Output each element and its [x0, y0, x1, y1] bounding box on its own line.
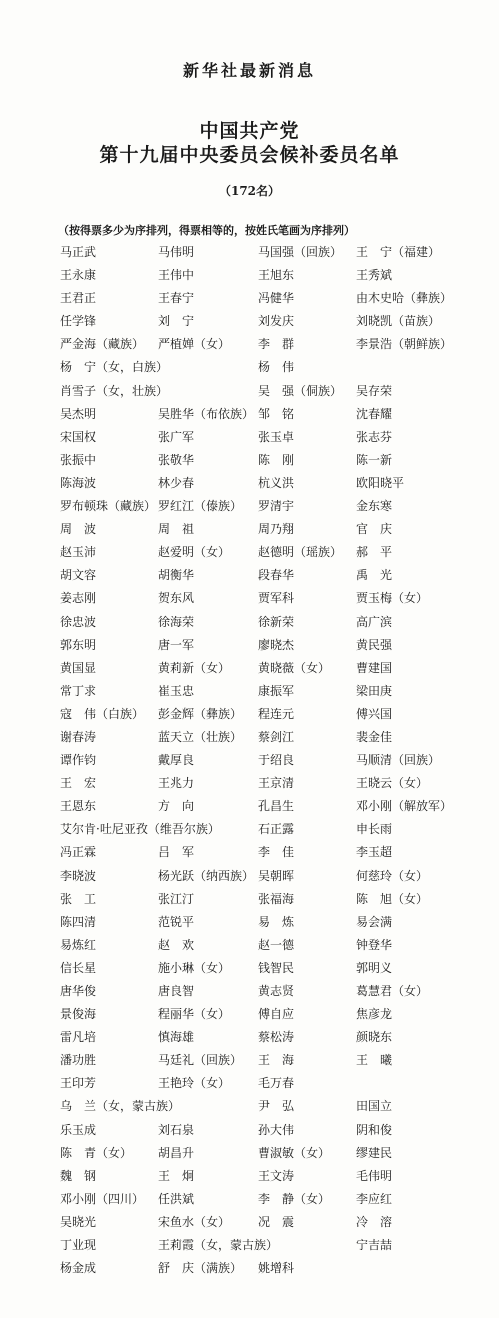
- member-name: 唐华俊: [60, 984, 97, 998]
- name-row: [0, 959, 499, 982]
- member-name: 赵 欢: [158, 937, 195, 952]
- member-name: 陈 青（女）: [60, 1145, 133, 1160]
- member-name: 严金海（藏族）: [60, 337, 145, 352]
- member-name: 曹淑敏（女）: [258, 1145, 331, 1160]
- member-name: 裴金佳: [356, 729, 393, 744]
- name-row: [0, 797, 499, 820]
- name-row: [0, 358, 499, 381]
- name-row: [0, 890, 499, 913]
- name-row: [0, 543, 499, 566]
- member-name: 曹建国: [356, 660, 393, 675]
- name-row: [0, 451, 499, 474]
- name-row: [0, 1121, 499, 1144]
- member-name: 杭义洪: [258, 475, 295, 490]
- member-name: 王印芳: [60, 1076, 97, 1091]
- name-row: [0, 936, 499, 959]
- member-name: 由木史哈（彝族）: [356, 291, 453, 306]
- member-name: 张广军: [158, 429, 195, 444]
- member-count: （172名）: [218, 184, 281, 198]
- member-name: 吴 强（侗族）: [258, 383, 343, 398]
- member-name: 刘 宁: [158, 314, 195, 329]
- member-name: 王文涛: [258, 1168, 295, 1183]
- member-name: 杨 宁（女，白族）: [60, 360, 169, 375]
- member-name: 范锐平: [158, 914, 195, 929]
- member-name: 肖雪子（女，壮族）: [60, 383, 169, 398]
- name-row: [0, 497, 499, 520]
- member-name: 陈一新: [356, 452, 393, 467]
- name-row: [0, 659, 499, 682]
- member-name: 任洪斌: [158, 1191, 195, 1206]
- member-name: 吴杰明: [60, 406, 97, 421]
- member-name: 贺东风: [158, 591, 195, 606]
- member-name: 马廷礼（回族）: [158, 1053, 243, 1068]
- member-name: 张敬华: [158, 452, 195, 467]
- member-name: 焦彦龙: [356, 1007, 393, 1022]
- member-name: 郝 平: [356, 545, 393, 560]
- member-name: 冯正霖: [60, 845, 97, 860]
- member-name: 郭东明: [60, 637, 97, 652]
- name-row: [0, 843, 499, 866]
- name-row: [0, 705, 499, 728]
- member-name: 吴存荣: [356, 383, 393, 398]
- member-name: 尹 弘: [258, 1099, 295, 1114]
- member-name: 沈春耀: [356, 406, 393, 421]
- member-name: 吴朝晖: [258, 868, 295, 883]
- member-name: 况 震: [258, 1214, 295, 1229]
- member-name: 李景浩（朝鲜族）: [356, 337, 453, 352]
- member-name: 周 祖: [158, 522, 195, 537]
- member-name: 王永康: [60, 268, 97, 283]
- member-name: 赵爱明（女）: [158, 545, 231, 560]
- member-name: 丁业现: [60, 1238, 97, 1253]
- name-row: [0, 982, 499, 1005]
- name-row: [0, 428, 499, 451]
- member-name: 宋国权: [60, 429, 97, 444]
- member-name: 易 炼: [258, 914, 295, 929]
- name-row: [0, 867, 499, 890]
- member-name: 王 曦: [356, 1053, 393, 1068]
- member-name: 刘石泉: [158, 1122, 195, 1137]
- member-name: 廖晓杰: [258, 637, 295, 652]
- member-name: 罗红江（傣族）: [158, 499, 243, 514]
- member-name: 李 佳: [258, 845, 295, 860]
- member-name: 邓小刚（解放军）: [356, 799, 453, 814]
- member-name: 罗布顿珠（藏族）: [60, 499, 157, 514]
- member-name: 王旭东: [258, 268, 295, 283]
- member-name: 陈四清: [60, 914, 97, 929]
- member-name: 张江汀: [158, 891, 195, 906]
- member-name: 王 海: [258, 1053, 295, 1068]
- member-name: 严植婵（女）: [158, 337, 231, 352]
- member-name: 于绍良: [258, 753, 295, 768]
- member-name: 艾尔肯·吐尼亚孜（维吾尔族）: [60, 822, 220, 837]
- member-name: 任学锋: [60, 314, 97, 329]
- member-name: 毛万春: [258, 1076, 295, 1091]
- member-name: 马伟明: [158, 245, 195, 259]
- member-name: 胡昌升: [158, 1145, 195, 1160]
- member-name: 贾玉梅（女）: [356, 591, 429, 606]
- member-name: 王艳玲（女）: [158, 1076, 231, 1091]
- member-name: 姜志刚: [60, 591, 97, 606]
- name-row: [0, 613, 499, 636]
- name-row: [0, 1213, 499, 1236]
- member-name: 潘功胜: [60, 1053, 97, 1068]
- name-row: [0, 266, 499, 289]
- member-name: 李 静（女）: [258, 1191, 331, 1206]
- member-name: 舒 庆（满族）: [158, 1261, 243, 1276]
- member-name: 林少春: [158, 475, 195, 490]
- member-name: 张振中: [60, 452, 97, 467]
- member-name: 王晓云（女）: [356, 776, 429, 791]
- member-name: 施小琳（女）: [158, 960, 231, 975]
- member-name: 李玉超: [356, 845, 393, 860]
- name-row: [0, 636, 499, 659]
- member-name: 缪建民: [356, 1145, 393, 1160]
- member-name: 阴和俊: [356, 1122, 393, 1137]
- name-row: [0, 1259, 499, 1282]
- member-name: 王京清: [258, 776, 295, 791]
- member-name: 黄莉新（女）: [158, 660, 231, 675]
- name-row: [0, 751, 499, 774]
- member-name: 高广滨: [356, 614, 393, 629]
- member-name: 张玉卓: [258, 429, 295, 444]
- member-name: 禹 光: [356, 568, 393, 583]
- name-row: [0, 1028, 499, 1051]
- member-name: 胡衡华: [158, 568, 195, 583]
- name-row: [0, 682, 499, 705]
- name-row: [0, 1167, 499, 1190]
- member-name: 黄民强: [356, 637, 393, 652]
- ordering-note: （按得票多少为序排列，得票相等的，按姓氏笔画为序排列）: [58, 224, 355, 237]
- member-name: 易炼红: [60, 937, 97, 952]
- member-name: 罗清宇: [258, 499, 295, 514]
- member-name: 赵玉沛: [60, 545, 97, 560]
- member-name: 傅自应: [258, 1007, 295, 1022]
- name-row: [0, 1097, 499, 1120]
- member-name: 胡文容: [60, 568, 97, 583]
- title-line-2: 第十九届中央委员会候补委员名单: [99, 144, 400, 166]
- member-name: 段春华: [258, 568, 295, 583]
- name-row: [0, 913, 499, 936]
- name-row: [0, 474, 499, 497]
- member-name: 康振军: [258, 683, 295, 698]
- member-name: 乌 兰（女，蒙古族）: [60, 1099, 181, 1114]
- member-name: 杨 伟: [258, 360, 295, 375]
- member-name: 程连元: [258, 706, 295, 721]
- name-row: [0, 589, 499, 612]
- name-row: [0, 820, 499, 843]
- member-name: 王 宁（福建）: [356, 245, 441, 259]
- member-name: 何慈玲（女）: [356, 868, 429, 883]
- member-name: 谭作钧: [60, 753, 97, 768]
- member-name: 魏 钢: [60, 1168, 97, 1183]
- member-name: 刘发庆: [258, 314, 295, 329]
- member-name: 黄晓薇（女）: [258, 660, 331, 675]
- member-name: 周乃翔: [258, 522, 295, 537]
- member-name: 王莉霞（女，蒙古族）: [158, 1238, 279, 1253]
- member-name: 徐海荣: [158, 614, 195, 629]
- name-row: [0, 1005, 499, 1028]
- member-name: 宋鱼水（女）: [158, 1214, 231, 1229]
- name-row: [0, 382, 499, 405]
- member-name: 郭明义: [356, 960, 393, 975]
- member-name: 钟登华: [356, 937, 393, 952]
- name-row: [0, 1144, 499, 1167]
- name-list: [0, 243, 499, 1282]
- member-name: 刘晓凯（苗族）: [356, 314, 441, 329]
- name-row: [0, 566, 499, 589]
- member-name: 李晓波: [60, 868, 97, 883]
- member-name: 田国立: [356, 1099, 393, 1114]
- member-name: 常丁求: [60, 683, 97, 698]
- member-name: 赵德明（瑶族）: [258, 545, 343, 560]
- name-row: [0, 1236, 499, 1259]
- member-name: 唐一军: [158, 637, 195, 652]
- member-name: 王伟中: [158, 268, 195, 283]
- member-name: 冷 溶: [356, 1214, 393, 1229]
- member-name: 宁吉喆: [356, 1238, 393, 1253]
- member-name: 慎海雄: [158, 1030, 195, 1045]
- member-name: 王 宏: [60, 776, 97, 791]
- member-name: 王秀斌: [356, 268, 393, 283]
- member-name: 徐新荣: [258, 614, 295, 629]
- member-name: 王 炯: [158, 1168, 195, 1183]
- member-name: 杨金成: [60, 1261, 97, 1276]
- member-name: 徐忠波: [60, 614, 97, 629]
- name-row: [0, 289, 499, 312]
- member-name: 李应红: [356, 1191, 393, 1206]
- name-row: [0, 243, 499, 266]
- member-name: 钱智民: [258, 960, 295, 975]
- name-row: [0, 1074, 499, 1097]
- member-name: 邹 铭: [258, 406, 295, 421]
- member-name: 陈海波: [60, 475, 97, 490]
- member-name: 金东寒: [356, 499, 393, 514]
- member-name: 唐良智: [158, 984, 195, 998]
- member-name: 崔玉忠: [158, 683, 195, 698]
- member-name: 谢春涛: [60, 729, 97, 744]
- member-name: 傅兴国: [356, 706, 393, 721]
- member-name: 周 波: [60, 522, 97, 537]
- member-name: 吴胜华（布依族）: [158, 406, 255, 421]
- member-name: 马正武: [60, 245, 97, 259]
- member-name: 戴厚良: [158, 753, 195, 768]
- member-name: 申长雨: [356, 822, 393, 837]
- member-name: 颜晓东: [356, 1030, 393, 1045]
- member-name: 乐玉成: [60, 1122, 97, 1137]
- member-name: 姚增科: [258, 1261, 295, 1276]
- member-name: 赵一德: [258, 937, 295, 952]
- member-name: 张志芬: [356, 429, 393, 444]
- member-name: 冯健华: [258, 291, 295, 306]
- member-name: 景俊海: [60, 1007, 97, 1022]
- name-row: [0, 774, 499, 797]
- member-name: 王恩东: [60, 799, 97, 814]
- member-name: 石正露: [258, 822, 295, 837]
- member-name: 王春宁: [158, 291, 195, 306]
- member-name: 吕 军: [158, 845, 195, 860]
- name-row: [0, 312, 499, 335]
- member-name: 方 向: [158, 799, 195, 814]
- member-name: 易会满: [356, 914, 393, 929]
- member-name: 程丽华（女）: [158, 1007, 231, 1022]
- member-name: 孔昌生: [258, 799, 295, 814]
- member-name: 陈 旭（女）: [356, 891, 429, 906]
- agency-header: 新华社最新消息: [182, 61, 316, 80]
- name-row: [0, 1051, 499, 1074]
- name-row: [0, 335, 499, 358]
- member-name: 葛慧君（女）: [356, 984, 429, 998]
- member-name: 欧阳晓平: [356, 475, 405, 490]
- member-name: 邓小刚（四川）: [60, 1191, 145, 1206]
- member-name: 杨光跃（纳西族）: [158, 868, 255, 883]
- member-name: 毛伟明: [356, 1168, 393, 1183]
- member-name: 马顺清（回族）: [356, 753, 441, 768]
- member-name: 马国强（回族）: [258, 245, 343, 259]
- name-row: [0, 728, 499, 751]
- member-name: 官 庆: [356, 522, 393, 537]
- member-name: 陈 刚: [258, 452, 295, 467]
- member-name: 寇 伟（白族）: [60, 706, 145, 721]
- member-name: 张 工: [60, 891, 97, 906]
- member-name: 蓝天立（壮族）: [158, 729, 243, 744]
- member-name: 孙大伟: [258, 1122, 295, 1137]
- member-name: 王兆力: [158, 776, 195, 791]
- member-name: 张福海: [258, 891, 295, 906]
- member-name: 梁田庚: [356, 683, 393, 698]
- member-name: 黄志贤: [258, 984, 295, 998]
- name-row: [0, 405, 499, 428]
- member-name: 雷凡培: [60, 1030, 97, 1045]
- member-name: 李 群: [258, 337, 295, 352]
- member-name: 王君正: [60, 291, 97, 306]
- member-name: 信长星: [60, 960, 97, 975]
- member-name: 彭金辉（彝族）: [158, 706, 243, 721]
- member-name: 黄国显: [60, 660, 97, 675]
- title-line-1: 中国共产党: [199, 120, 300, 142]
- member-name: 蔡剑江: [258, 729, 295, 744]
- member-name: 蔡松涛: [258, 1030, 295, 1045]
- member-name: 吴晓光: [60, 1214, 97, 1229]
- member-name: 贾军科: [258, 591, 295, 606]
- name-row: [0, 1190, 499, 1213]
- name-row: [0, 520, 499, 543]
